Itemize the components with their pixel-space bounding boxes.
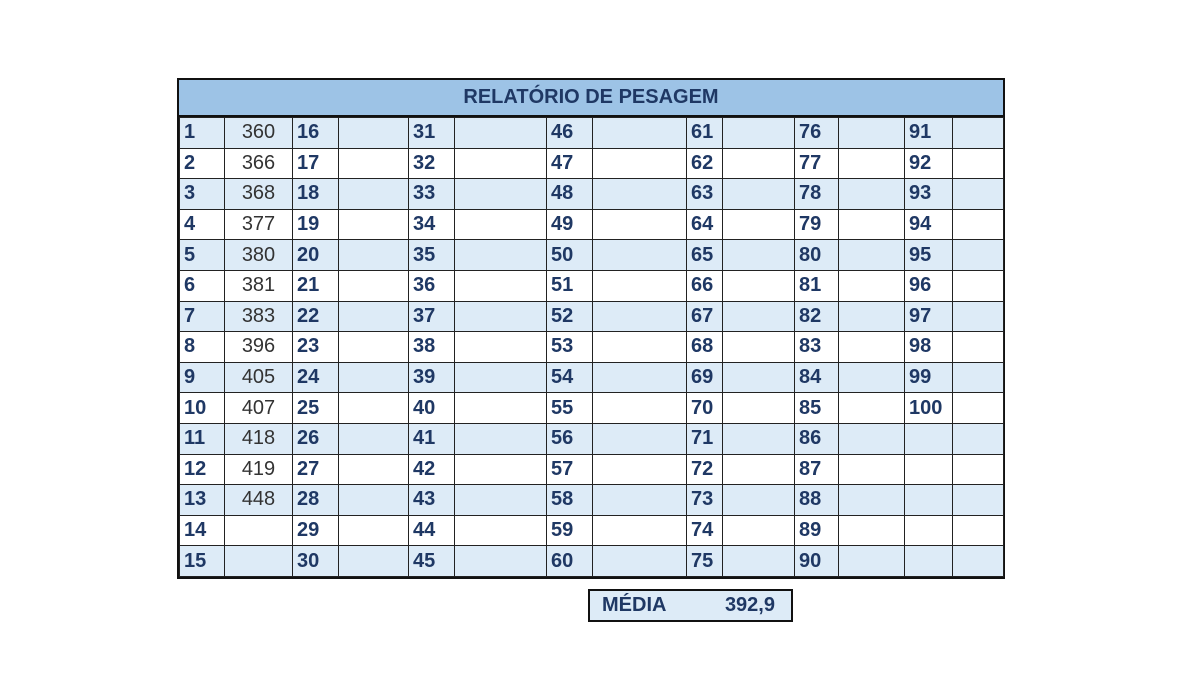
row-number-cell: 67 — [687, 301, 723, 332]
weight-value-cell — [455, 270, 547, 301]
weight-value-cell — [455, 148, 547, 179]
weight-value-cell — [455, 209, 547, 240]
row-number-cell: 19 — [293, 209, 339, 240]
row-number-cell — [905, 454, 953, 485]
weight-value-cell: 418 — [225, 423, 293, 454]
row-number-cell: 60 — [547, 546, 593, 577]
row-number-cell: 7 — [180, 301, 225, 332]
row-number-cell: 12 — [180, 454, 225, 485]
weight-value-cell — [953, 301, 1004, 332]
weight-value-cell — [593, 485, 687, 516]
row-number-cell: 5 — [180, 240, 225, 271]
row-number-cell: 50 — [547, 240, 593, 271]
row-number-cell: 89 — [795, 515, 839, 546]
weight-value-cell — [339, 301, 409, 332]
weight-value-cell — [723, 485, 795, 516]
weight-value-cell — [723, 515, 795, 546]
weight-value-cell — [455, 515, 547, 546]
row-number-cell: 65 — [687, 240, 723, 271]
weight-value-cell — [339, 423, 409, 454]
weight-value-cell — [839, 270, 905, 301]
row-number-cell: 26 — [293, 423, 339, 454]
row-number-cell: 37 — [409, 301, 455, 332]
table-row — [180, 485, 1004, 516]
average-summary — [588, 589, 793, 622]
weight-value-cell — [839, 301, 905, 332]
row-number-cell: 55 — [547, 393, 593, 424]
row-number-cell: 18 — [293, 179, 339, 210]
row-number-cell — [905, 485, 953, 516]
row-number-cell: 64 — [687, 209, 723, 240]
row-number-cell: 93 — [905, 179, 953, 210]
weight-value-cell — [953, 423, 1004, 454]
row-number-cell: 23 — [293, 332, 339, 363]
row-number-cell: 20 — [293, 240, 339, 271]
row-number-cell: 16 — [293, 118, 339, 149]
row-number-cell: 29 — [293, 515, 339, 546]
row-number-cell: 99 — [905, 362, 953, 393]
row-number-cell: 47 — [547, 148, 593, 179]
row-number-cell: 34 — [409, 209, 455, 240]
row-number-cell: 17 — [293, 148, 339, 179]
table-row — [180, 240, 1004, 271]
table-row — [180, 209, 1004, 240]
weight-value-cell — [723, 546, 795, 577]
row-number-cell: 39 — [409, 362, 455, 393]
row-number-cell: 98 — [905, 332, 953, 363]
weight-value-cell — [593, 454, 687, 485]
row-number-cell: 58 — [547, 485, 593, 516]
average-label: MÉDIA — [602, 594, 667, 616]
row-number-cell: 72 — [687, 454, 723, 485]
weight-value-cell — [455, 240, 547, 271]
weight-value-cell — [723, 209, 795, 240]
row-number-cell: 81 — [795, 270, 839, 301]
weight-value-cell — [593, 270, 687, 301]
row-number-cell: 4 — [180, 209, 225, 240]
row-number-cell: 40 — [409, 393, 455, 424]
row-number-cell: 3 — [180, 179, 225, 210]
weight-value-cell — [953, 270, 1004, 301]
row-number-cell: 54 — [547, 362, 593, 393]
weight-value-cell: 383 — [225, 301, 293, 332]
table-row — [180, 270, 1004, 301]
weight-value-cell — [339, 393, 409, 424]
weighing-report-table — [177, 78, 1005, 579]
table-row — [180, 393, 1004, 424]
row-number-cell: 32 — [409, 148, 455, 179]
weight-value-cell — [339, 332, 409, 363]
row-number-cell: 59 — [547, 515, 593, 546]
row-number-cell: 11 — [180, 423, 225, 454]
weight-value-cell — [839, 393, 905, 424]
row-number-cell: 88 — [795, 485, 839, 516]
weight-value-cell — [455, 332, 547, 363]
weight-value-cell — [839, 515, 905, 546]
weight-value-cell: 405 — [225, 362, 293, 393]
table-row — [180, 362, 1004, 393]
weight-value-cell — [839, 179, 905, 210]
weight-value-cell: 381 — [225, 270, 293, 301]
row-number-cell: 36 — [409, 270, 455, 301]
weight-value-cell — [723, 423, 795, 454]
row-number-cell: 83 — [795, 332, 839, 363]
weight-value-cell — [593, 546, 687, 577]
row-number-cell: 95 — [905, 240, 953, 271]
row-number-cell: 2 — [180, 148, 225, 179]
weight-value-cell — [723, 301, 795, 332]
row-number-cell: 70 — [687, 393, 723, 424]
row-number-cell: 30 — [293, 546, 339, 577]
row-number-cell: 13 — [180, 485, 225, 516]
row-number-cell: 68 — [687, 332, 723, 363]
table-row — [180, 179, 1004, 210]
weight-value-cell — [839, 332, 905, 363]
row-number-cell — [905, 423, 953, 454]
row-number-cell: 62 — [687, 148, 723, 179]
average-value: 392,9 — [724, 594, 775, 616]
row-number-cell: 96 — [905, 270, 953, 301]
weight-value-cell — [339, 515, 409, 546]
weight-value-cell — [339, 179, 409, 210]
weight-value-cell — [455, 301, 547, 332]
weight-value-cell — [339, 270, 409, 301]
row-number-cell: 52 — [547, 301, 593, 332]
weight-value-cell — [839, 454, 905, 485]
row-number-cell: 82 — [795, 301, 839, 332]
weight-value-cell: 396 — [225, 332, 293, 363]
weight-value-cell — [839, 148, 905, 179]
weight-value-cell — [953, 209, 1004, 240]
table-row — [180, 515, 1004, 546]
row-number-cell: 44 — [409, 515, 455, 546]
weight-value-cell: 448 — [225, 485, 293, 516]
row-number-cell: 27 — [293, 454, 339, 485]
row-number-cell: 41 — [409, 423, 455, 454]
weight-value-cell — [953, 454, 1004, 485]
weight-value-cell — [723, 118, 795, 149]
weight-value-cell — [953, 546, 1004, 577]
row-number-cell: 35 — [409, 240, 455, 271]
row-number-cell: 53 — [547, 332, 593, 363]
weight-value-cell — [723, 393, 795, 424]
weight-value-cell — [953, 515, 1004, 546]
row-number-cell: 9 — [180, 362, 225, 393]
row-number-cell: 75 — [687, 546, 723, 577]
row-number-cell: 100 — [905, 393, 953, 424]
row-number-cell: 79 — [795, 209, 839, 240]
row-number-cell: 87 — [795, 454, 839, 485]
row-number-cell: 43 — [409, 485, 455, 516]
weight-value-cell — [593, 301, 687, 332]
weight-value-cell — [455, 485, 547, 516]
weight-value-cell — [339, 148, 409, 179]
row-number-cell: 15 — [180, 546, 225, 577]
weight-value-cell: 360 — [225, 118, 293, 149]
table-row — [180, 148, 1004, 179]
row-number-cell: 48 — [547, 179, 593, 210]
weight-value-cell — [723, 270, 795, 301]
row-number-cell: 76 — [795, 118, 839, 149]
table-row — [180, 118, 1004, 149]
weight-value-cell: 368 — [225, 179, 293, 210]
weight-value-cell — [953, 179, 1004, 210]
weight-value-cell — [723, 240, 795, 271]
table-row — [180, 423, 1004, 454]
weight-value-cell — [339, 240, 409, 271]
row-number-cell: 86 — [795, 423, 839, 454]
weight-value-cell — [593, 148, 687, 179]
weight-value-cell: 380 — [225, 240, 293, 271]
row-number-cell: 84 — [795, 362, 839, 393]
weight-value-cell — [723, 454, 795, 485]
weight-value-cell — [593, 179, 687, 210]
weight-value-cell — [339, 454, 409, 485]
row-number-cell: 66 — [687, 270, 723, 301]
weight-value-cell — [339, 362, 409, 393]
report-title: RELATÓRIO DE PESAGEM — [179, 80, 1003, 117]
weight-value-cell — [839, 240, 905, 271]
row-number-cell: 92 — [905, 148, 953, 179]
weight-value-cell — [953, 240, 1004, 271]
weight-value-cell — [723, 148, 795, 179]
row-number-cell: 56 — [547, 423, 593, 454]
table-row — [180, 332, 1004, 363]
row-number-cell: 94 — [905, 209, 953, 240]
weight-value-cell — [225, 546, 293, 577]
weight-value-cell — [953, 393, 1004, 424]
row-number-cell: 51 — [547, 270, 593, 301]
weight-value-cell — [455, 454, 547, 485]
row-number-cell: 25 — [293, 393, 339, 424]
row-number-cell: 45 — [409, 546, 455, 577]
row-number-cell: 24 — [293, 362, 339, 393]
row-number-cell: 31 — [409, 118, 455, 149]
weight-value-cell — [455, 179, 547, 210]
row-number-cell: 85 — [795, 393, 839, 424]
weight-value-cell — [953, 332, 1004, 363]
row-number-cell: 91 — [905, 118, 953, 149]
row-number-cell: 74 — [687, 515, 723, 546]
row-number-cell: 57 — [547, 454, 593, 485]
row-number-cell: 6 — [180, 270, 225, 301]
row-number-cell: 77 — [795, 148, 839, 179]
row-number-cell — [905, 515, 953, 546]
row-number-cell: 28 — [293, 485, 339, 516]
row-number-cell: 71 — [687, 423, 723, 454]
weight-value-cell: 366 — [225, 148, 293, 179]
weight-value-cell — [953, 118, 1004, 149]
weight-value-cell — [455, 118, 547, 149]
weight-value-cell — [723, 179, 795, 210]
row-number-cell: 22 — [293, 301, 339, 332]
row-number-cell: 10 — [180, 393, 225, 424]
weight-value-cell — [839, 546, 905, 577]
weight-value-cell — [225, 515, 293, 546]
row-number-cell: 38 — [409, 332, 455, 363]
weight-value-cell — [839, 118, 905, 149]
weight-value-cell — [839, 362, 905, 393]
weight-value-cell — [839, 485, 905, 516]
row-number-cell: 42 — [409, 454, 455, 485]
row-number-cell: 49 — [547, 209, 593, 240]
weight-value-cell — [593, 515, 687, 546]
weight-value-cell — [953, 148, 1004, 179]
row-number-cell — [905, 546, 953, 577]
row-number-cell: 97 — [905, 301, 953, 332]
row-number-cell: 1 — [180, 118, 225, 149]
row-number-cell: 61 — [687, 118, 723, 149]
weight-value-cell — [593, 240, 687, 271]
row-number-cell: 21 — [293, 270, 339, 301]
weight-value-cell — [953, 362, 1004, 393]
row-number-cell: 8 — [180, 332, 225, 363]
weight-value-cell — [593, 362, 687, 393]
row-number-cell: 69 — [687, 362, 723, 393]
row-number-cell: 90 — [795, 546, 839, 577]
table-row — [180, 454, 1004, 485]
weight-value-cell — [723, 332, 795, 363]
weight-value-cell — [455, 393, 547, 424]
row-number-cell: 80 — [795, 240, 839, 271]
weight-value-cell — [723, 362, 795, 393]
weight-value-cell — [593, 209, 687, 240]
weight-value-cell — [339, 209, 409, 240]
weight-value-cell — [953, 485, 1004, 516]
row-number-cell: 14 — [180, 515, 225, 546]
weight-value-cell — [593, 332, 687, 363]
row-number-cell: 46 — [547, 118, 593, 149]
row-number-cell: 63 — [687, 179, 723, 210]
weight-value-cell — [455, 362, 547, 393]
weighing-grid — [179, 117, 1004, 577]
weight-value-cell — [593, 118, 687, 149]
table-row — [180, 301, 1004, 332]
table-row — [180, 546, 1004, 577]
row-number-cell: 73 — [687, 485, 723, 516]
weight-value-cell — [839, 423, 905, 454]
row-number-cell: 78 — [795, 179, 839, 210]
weight-value-cell — [339, 485, 409, 516]
weight-value-cell — [339, 546, 409, 577]
row-number-cell: 33 — [409, 179, 455, 210]
weight-value-cell: 377 — [225, 209, 293, 240]
weight-value-cell — [455, 423, 547, 454]
weight-value-cell — [455, 546, 547, 577]
weight-value-cell — [593, 423, 687, 454]
weight-value-cell: 407 — [225, 393, 293, 424]
weight-value-cell — [339, 118, 409, 149]
weight-value-cell: 419 — [225, 454, 293, 485]
weight-value-cell — [839, 209, 905, 240]
weight-value-cell — [593, 393, 687, 424]
